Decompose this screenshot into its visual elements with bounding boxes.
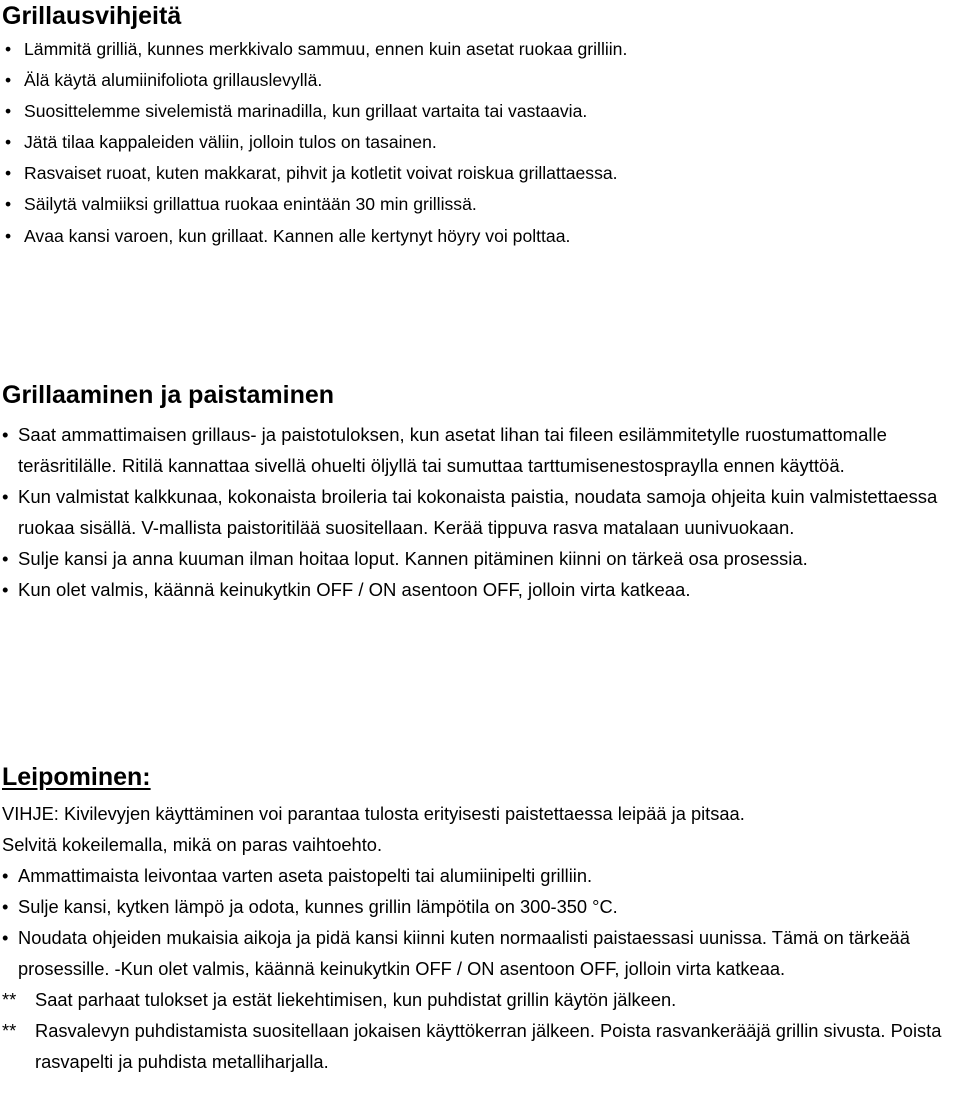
list-item-text: Ammattimaista leivontaa varten aseta paistopelti tai alumiinipelti grilliin. [18, 865, 593, 886]
note-text: Rasvalevyn puhdistamista suositellaan jokaisen käyttökerran jälkeen. Poista rasvankerääjä grillin sivusta. Poista rasvapelti ja puhdista metalliharjalla. [35, 1020, 942, 1072]
list-item [0, 158, 955, 189]
list-item-text: Älä käytä alumiinifoliota grillauslevyllä. [24, 70, 323, 91]
list-item-text: Sulje kansi, kytken lämpö ja odota, kunnes grillin lämpötila on 300-350 °C. [18, 896, 618, 917]
list-item [0, 127, 955, 158]
list-item [0, 34, 955, 65]
list-item [0, 860, 958, 891]
list-item-text: Rasvaiset ruoat, kuten makkarat, pihvit ja kotletit voivat roiskua grillattaessa. [24, 163, 618, 184]
bullet: • [5, 70, 12, 91]
list-item-text: Suosittelemme sivelemistä marinadilla, kun grillaat vartaita tai vastaavia. [24, 101, 588, 122]
list-item [0, 891, 958, 922]
list-item-text: Avaa kansi varoen, kun grillaat. Kannen alle kertynyt höyry voi polttaa. [24, 225, 571, 246]
bullet: • [5, 101, 12, 122]
bullet: • [2, 486, 9, 507]
list-item-text: Noudata ohjeiden mukaisia aikoja ja pidä kansi kiinni kuten normaalisti paistaessasi uunissa. Tämä on tärkeää prosessille. -Kun olet valmis, käännä keinukytkin OFF / ON asentoon OFF, jolloin virta katkeaa. [18, 927, 910, 979]
bullet: • [5, 132, 12, 153]
list-item-text: Saat ammattimaisen grillaus- ja paistotuloksen, kun asetat lihan tai fileen esilämmitetylle ruostumattomalle teräsritilälle. Ritilä kannattaa sivellä ohuelti öljyllä tai sumuttaa tarttumisenestospraylla ennen käyttöä. [18, 424, 887, 476]
bullet: • [2, 896, 9, 917]
list-item-text: Kun olet valmis, käännä keinukytkin OFF / ON asentoon OFF, jolloin virta katkeaa. [18, 579, 691, 600]
bullet: • [5, 194, 12, 215]
list-item [0, 221, 955, 252]
heading-grilling-and-roasting: Grillaaminen ja paistaminen [2, 381, 335, 409]
list-item-text: Lämmitä grilliä, kunnes merkkivalo sammuu, ennen kuin asetat ruokaa grilliin. [24, 39, 628, 59]
note-text: Saat parhaat tulokset ja estät liekehtimisen, kun puhdistat grillin käytön jälkeen. [35, 989, 677, 1010]
note-marker: ** [2, 989, 17, 1010]
list-item [0, 574, 955, 605]
cleaning-notes [0, 984, 958, 1077]
note-item [0, 1015, 958, 1077]
list-item [0, 189, 955, 220]
baking-section [0, 798, 958, 1077]
tip-line: Selvitä kokeilemalla, mikä on paras vaihtoehto. [2, 834, 383, 855]
list-item-text: Jätä tilaa kappaleiden väliin, jolloin tulos on tasainen. [24, 132, 437, 153]
bullet: • [5, 39, 12, 59]
bullet: • [2, 548, 9, 569]
bullet: • [5, 163, 12, 184]
list-item [0, 543, 955, 574]
list-item-text: Kun valmistat kalkkunaa, kokonaista broileria tai kokonaista paistia, noudata samoja ohjeita kuin valmistettaessa ruokaa sisällä. V-mallista paistoritilää suositellaan. Kerää tippuva rasva matalaan uunivuokaan. [18, 486, 938, 538]
bullet: • [5, 225, 12, 246]
list-item [0, 419, 955, 481]
bullet: • [2, 865, 9, 886]
grilling-tips-list [0, 34, 955, 252]
list-item-text: Säilytä valmiiksi grillattua ruokaa enintään 30 min grillissä. [24, 194, 477, 215]
list-item [0, 65, 955, 96]
note-marker: ** [2, 1020, 17, 1041]
tip-line: VIHJE: Kivilevyjen käyttäminen voi parantaa tulosta erityisesti paistettaessa leipää ja pitsaa. [2, 803, 745, 824]
list-item-text: Sulje kansi ja anna kuuman ilman hoitaa loput. Kannen pitäminen kiinni on tärkeä osa prosessia. [18, 548, 808, 569]
list-item [0, 922, 958, 984]
bullet: • [2, 579, 9, 600]
list-item [0, 481, 955, 543]
heading-baking: Leipominen: [2, 763, 151, 791]
note-item [0, 984, 958, 1015]
grilling-roasting-list [0, 419, 955, 605]
bullet: • [2, 927, 9, 948]
list-item [0, 96, 955, 127]
bullet: • [2, 424, 9, 445]
baking-list [0, 860, 958, 984]
heading-grilling-tips: Grillausvihjeitä [2, 2, 182, 30]
